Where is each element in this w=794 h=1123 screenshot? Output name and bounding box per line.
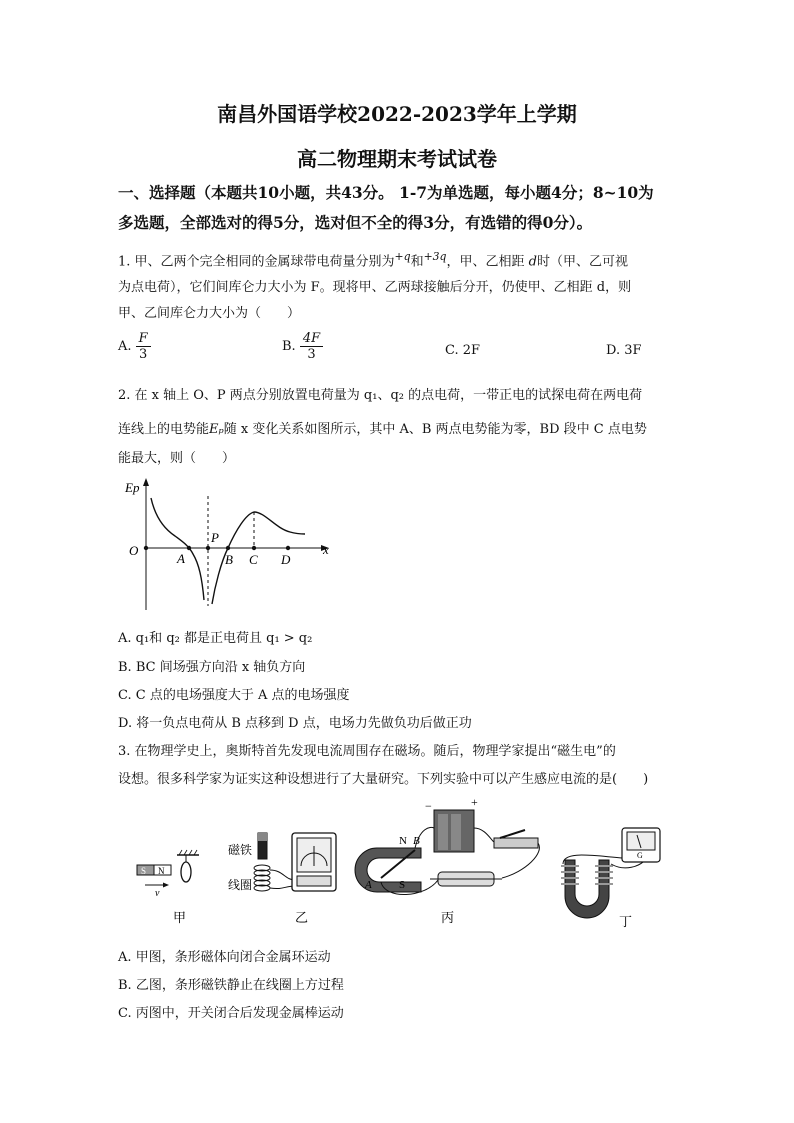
caption-yi: 乙 bbox=[295, 910, 309, 925]
magnet-label: 磁铁 bbox=[228, 843, 253, 857]
label-b: B bbox=[225, 552, 233, 567]
q3-experiment-figures bbox=[125, 798, 695, 934]
label-p: P bbox=[211, 530, 219, 545]
caption-jia: 甲 bbox=[173, 910, 187, 925]
q3-line1: 3. 在物理学史上，奥斯特首先发现电流周围存在磁场。随后，物理学家提出“磁生电”的 bbox=[118, 744, 616, 759]
q3-option-a[interactable]: A. 甲图，条形磁体向闭合金属环运动 bbox=[118, 950, 331, 965]
q1-text-b: 和 bbox=[410, 254, 424, 270]
q2-ep-var: Eₚ bbox=[209, 422, 224, 437]
q1-charge1: +q bbox=[394, 250, 411, 263]
pole-n-label: N bbox=[399, 835, 407, 847]
q2-potential-energy-graph bbox=[115, 476, 340, 612]
q1-option-b-fraction bbox=[300, 331, 323, 362]
q1-option-a-den: 3 bbox=[139, 347, 148, 362]
point-a-label: A bbox=[365, 879, 372, 891]
minus-label: − bbox=[425, 799, 432, 813]
q1-option-b-den: 3 bbox=[307, 347, 316, 362]
x-axis-label: x bbox=[323, 542, 329, 557]
point-p bbox=[206, 546, 210, 550]
point-b bbox=[226, 546, 230, 550]
point-c bbox=[252, 546, 256, 550]
q1-option-b[interactable] bbox=[282, 331, 323, 362]
q1-text-d: 时（甲、乙可视 bbox=[536, 254, 628, 270]
point-d bbox=[286, 546, 290, 550]
q3-option-c[interactable]: C. 丙图中，开关闭合后发现金属棒运动 bbox=[118, 1006, 344, 1021]
magnet-s-label: S bbox=[141, 866, 147, 876]
figure-yi bbox=[228, 833, 336, 925]
q2-option-d[interactable]: D. 将一负点电荷从 B 点移到 D 点，电场力先做负功后做正功 bbox=[118, 716, 472, 731]
velocity-arrow-head-icon bbox=[163, 883, 169, 888]
figure-ding bbox=[561, 828, 660, 929]
q1-text-a: 1. 甲、乙两个完全相同的金属球带电荷量分别为 bbox=[118, 254, 395, 270]
meter-g-label: G bbox=[637, 851, 643, 860]
q2-option-c[interactable]: C. C 点的电场强度大于 A 点的电场强度 bbox=[118, 688, 350, 703]
q1-text-c: ，甲、乙相距 bbox=[446, 254, 525, 270]
point-a bbox=[187, 546, 191, 550]
y-axis-label: Ep bbox=[125, 480, 140, 495]
q1-option-b-num: 4F bbox=[300, 331, 323, 347]
figure-bing bbox=[355, 798, 539, 925]
point-o bbox=[144, 546, 148, 550]
point-b-label: B bbox=[413, 835, 420, 847]
curve-left-branch bbox=[151, 498, 204, 600]
q3-line2: 设想。很多科学家为证实这种设想进行了大量研究。下列实验中可以产生感应电流的是( ) bbox=[118, 772, 649, 787]
q2-line1: 2. 在 x 轴上 O、P 两点分别放置电荷量为 q₁、q₂ 的点电荷，一带正电的试探电荷在两电荷 bbox=[118, 388, 643, 403]
q1-option-a[interactable] bbox=[118, 331, 151, 362]
magnet-n-label: N bbox=[158, 866, 165, 876]
label-o: O bbox=[129, 543, 139, 558]
caption-ding: 丁 bbox=[619, 914, 633, 929]
section-heading-line1: 一、选择题（本题共10小题，共43分。 1-7为单选题，每小题4分；8~10为 bbox=[118, 183, 654, 202]
q2-option-a[interactable]: A. q₁和 q₂ 都是正电荷且 q₁ > q₂ bbox=[118, 631, 313, 646]
q1-distance-var: d bbox=[528, 254, 537, 270]
label-d: D bbox=[281, 552, 291, 567]
exam-title: 高二物理期末考试试卷 bbox=[297, 147, 497, 171]
q1-option-d[interactable]: D. 3F bbox=[606, 343, 642, 358]
q1-line2: 为点电荷），它们间库仑力大小为 F。现将甲、乙两球接触后分开，仍使甲、乙相距 d，则 bbox=[118, 280, 632, 295]
q2-text-a: 连线上的电势能 bbox=[118, 422, 210, 437]
pole-s-label: S bbox=[399, 879, 406, 891]
label-c: C bbox=[249, 552, 258, 567]
coil bbox=[254, 865, 270, 891]
q1-charge2: +3q bbox=[423, 250, 447, 263]
q2-line2 bbox=[118, 418, 647, 437]
caption-bing: 丙 bbox=[441, 910, 455, 925]
q1-line3: 甲、乙间库仑力大小为（ ） bbox=[118, 306, 301, 321]
u-magnet-ding bbox=[565, 860, 609, 918]
plus-label: + bbox=[471, 798, 478, 809]
label-a: A bbox=[177, 551, 185, 566]
metal-ring bbox=[181, 862, 191, 882]
q3-option-b[interactable]: B. 乙图，条形磁铁静止在线圈上方过程 bbox=[118, 978, 344, 993]
y-axis-arrow-icon bbox=[143, 478, 149, 486]
figure-jia bbox=[137, 850, 199, 925]
q1-option-a-num: F bbox=[136, 331, 151, 347]
q2-text-b: 随 x 变化关系如图所示，其中 A、B 两点电势能为零，BD 段中 C 点电势 bbox=[223, 422, 647, 437]
velocity-label: v bbox=[155, 888, 160, 899]
section-heading-line2: 多选题，全部选对的得5分，选对但不全的得3分，有选错的得0分）。 bbox=[118, 213, 593, 232]
q1-option-a-label: A. bbox=[118, 339, 132, 354]
switch bbox=[494, 838, 538, 848]
coil-label: 线圈 bbox=[228, 878, 253, 892]
q1-option-b-label: B. bbox=[282, 339, 296, 354]
exam-school-title: 南昌外国语学校2022-2023学年上学期 bbox=[217, 102, 577, 126]
q1-option-c[interactable]: C. 2F bbox=[445, 343, 481, 358]
q2-line3: 能最大，则（ ） bbox=[118, 451, 236, 466]
q1-option-a-fraction bbox=[136, 331, 151, 362]
q1-line1 bbox=[118, 250, 628, 269]
q2-option-b[interactable]: B. BC 间场强方向沿 x 轴负方向 bbox=[118, 660, 306, 675]
